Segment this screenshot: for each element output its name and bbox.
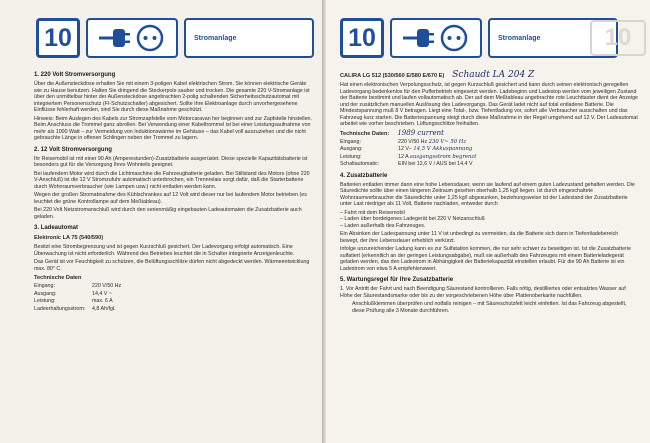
spec-heading-line	[340, 128, 638, 138]
spec-row	[340, 146, 638, 153]
paragraph: Bei 220 Volt Netzstromanschluß wird durch den serienmäßig eingebauten Ladeautomaten die Zusatzbatterie auch geladen.	[34, 207, 302, 220]
spec-value-wrap	[398, 154, 638, 161]
chapter-number-box: 10	[36, 18, 80, 58]
spec-key: Schaltautomatic:	[340, 161, 380, 167]
handwritten-note: 230 V~ 50 Hz	[428, 138, 467, 145]
list-item: – Laden über bordeigenes Ladegerät bei 220 V Netzanschluß	[340, 216, 485, 222]
spec-key: Ausgang:	[34, 290, 57, 297]
spec-key: Leistung:	[340, 153, 362, 160]
spec-value: 14,4 V ~	[92, 290, 112, 297]
list-item: – Fahrt mit dem Reisemobil	[340, 209, 405, 216]
section-heading: 2. 12 Volt Stromversorgung	[34, 146, 112, 153]
section-heading: 4. Zusatzbatterie	[340, 172, 388, 179]
spec-value-wrap	[398, 139, 638, 146]
section-heading: 3. Ladeautomat	[34, 225, 79, 231]
plug-socket-icon	[390, 18, 482, 58]
spec-value: EIN bei 12,6 V / AUS bei 14,4 V	[398, 161, 473, 167]
spec-row	[34, 298, 312, 305]
section-heading: 5. Wartungsregel für Ihre Zusatzbatterie	[340, 277, 454, 283]
subheading: Elektronic LA 75 (540/590)	[34, 235, 104, 241]
paragraph: Hinweis: Beim Auslegen des Kabels zur Stromzapfstelle vom Motorcaravan her beginnen und zur Zapfstelle hinstellen. Beim Anschluss die Trommel ganz abrollen. Bei Verwendung einer Kabeltrommel ist bei einer Leistungsaufnahme von mehr als 1000 Watt – zur Vermeidung von Induktionswärme im Gehäuse – das Kabel voll auszuziehen und die nicht gebrauchte Länge in offenen Schlingen neben der Trommel zu lagern.	[34, 115, 312, 141]
paragraph: Ihr Reisemobil ist mit einer 90 Ah (Amperestunden)-Zusatzbatterie ausgerüstet. Diese spezielle Kapazitätsbatterie ist besonders gut für die Versorgung Ihres Wohnteils geeignet.	[34, 155, 308, 168]
spec-row	[34, 306, 312, 313]
chapter-title-box: Stromanlage	[184, 18, 314, 58]
chapter-title-box: Stromanlage	[488, 18, 618, 58]
list-item: – Laden außerhalb des Fahrzeuges.	[340, 222, 426, 229]
paragraph: Anschlußklemmen überprüfen und notfalls reinigen – mit Säureschutzfett leicht einfetten. Ist das Fahrzeug abgestellt, diese Prüfung alle 3 Monate durchführen.	[352, 301, 627, 314]
spec-key: Leistung:	[34, 298, 56, 304]
paragraph: Batterien entladen immer dann eine hohe Lebensdauer, wenn sie laufend auf einem guten Ladezustand gehalten werden. Die Säuredichte sollte über einen längeren Zeitraum gesehen oberhalb 1,25 kg/l liegen. Ist durch eingeschaltete Wohnraumverbraucher die Säuredichte unter 1,25 kg/l abgesunken, beziehungsweise ist der Ladestand der Zusatzbatterie unter Last niedriger als 11 Volt, Batterie nachladen, entweder durch	[340, 181, 635, 207]
paragraph: Wegen der großen Stromabnahme des Kühlschrankes auf 12 Volt wird dieser nur bei laufendem Motor betrieben (es leuchtet die grüne Kontrollampe auf dem Meßtableau).	[34, 192, 307, 205]
right-header	[340, 17, 618, 59]
handwritten-note: Schaudt LA 204 Z	[452, 70, 535, 80]
right-page	[326, 0, 650, 443]
left-page	[0, 0, 322, 443]
spec-value-wrap	[398, 161, 638, 168]
spec-heading: Technische Daten	[34, 275, 82, 281]
spec-heading: Technische Daten:	[340, 130, 390, 137]
paragraph: Besitzt eine Strombegrenzung und ist gegen Kurzschluß gesichert. Der Ladevorgang erfolgt automatisch. Eine Überwachung ist nicht erforderlich. Während des Betriebes leuchtet die in Schalter integrierte Anzeigenleuchte.	[34, 244, 295, 257]
spec-key: Eingang:	[34, 283, 55, 289]
paragraph: Über die Außensteckdose erhalten Sie mit einem 3-poligen Kabel elektrischen Strom. Sie können elektrische Geräte wie zu Hause benutzen. Halten Sie dringend die Steckerpole sauber und trocken. Die gesamte 220 V-Stromanlage ist über den unmittelbar hinter der Außensteckdose angebrachten 2-polig schaltenden Sicherheitsschutzautomat mit integriertem Personenschutz (FI-Schutzschalter) abgesichert. Sollte Ihre Elektroanlage durch unvorhergesehene Einflüsse fehlerhaft werden, sind Sie durch diese Maßnahme geschützt.	[34, 81, 310, 113]
spec-value: 4,8 Ah/fgl.	[92, 305, 116, 312]
plug-socket-icon	[86, 18, 178, 58]
show-through-number: 10	[590, 20, 646, 56]
chapter-number-box: 10	[340, 18, 384, 58]
spec-table	[340, 139, 638, 168]
spec-row	[340, 139, 638, 146]
spec-value: max. 6 A	[92, 298, 113, 304]
spec-key: Eingang:	[340, 138, 361, 145]
paragraph: Hat einen elektronischen Verpolungsschutz, ist gegen Kurzschluß gesichert und kann durch seinen elektronisch geregelten Ladevorgang bedenkenlos für den Pufferbetrieb eingesetzt werden. Ladebeginn und Ladestop werden vom jeweiligen Zustand der Batterie bestimmt und laufen vollautomatisch ab. Der auf dem Meßtableau angebrachte rote Leuchttaster dient der Anzeige und der zusätzlichen manuellen Auslösung des Ladevorgangs. Das Gerät ladet nicht auf total entladene Batterie. Die Mindestspannung muß 8 V betragen. Liegt eine Total-, bzw. Tiefentladung vor, sofort alle Verbraucher ausschalten und das Fahrzeug kurz starten. Die Batteriespannung steigt durch diese Maßnahme in der Regel umgehend auf 12 V. Der Ladeautomat arbeitet wie vorher beschrieben. Lüftungsschlitze freihalten.	[340, 82, 638, 127]
spec-value-wrap	[398, 146, 638, 153]
section-heading: 1. 220 Volt Stromversorgung	[34, 72, 116, 78]
spec-key: Ausgang:	[340, 146, 363, 152]
handwritten-note: ausgangsstrom begrenzt	[409, 153, 477, 160]
spec-key: Ladeerhaltungsstrom:	[34, 305, 86, 312]
spec-row	[34, 291, 312, 298]
right-body	[340, 70, 638, 314]
paragraph: Das Gerät ist vor Feuchtigkeit zu schützen, die Belüftungsschlitze dürfen nicht abgedeckt werden. Wärmeentwicklung max. 80° C.	[34, 259, 310, 272]
handwritten-note: 14,5 V Akkuspannung	[413, 146, 473, 152]
spec-value: 12 A	[398, 153, 409, 160]
left-body	[34, 67, 312, 312]
paragraph: Infolge unzureichender Ladung kann es zur Sulfatation kommen, die nur sehr schwer zu beseitigen ist. Ist die Zusatzbatterie sulfatiert (erkenntlich an der geringen Leistungsabgabe), muß sie außerhalb des Fahrzeuges mit einem Batterieladegerät geladen werden, das den Ladestrom in Abhängigkeit der Batteriekapazität einstellen erlaubt. Für die 90 Ah Batterie ist ein Ladestrom von etwa 5 A empfehlenswert.	[340, 246, 631, 272]
spec-value: 220 V/50 Hz	[398, 138, 428, 145]
paragraph: Ein Absinken der Ladespannung unter 11 V ist unbedingt zu vermeiden, da die Batterie sich dann in Tiefentladebereich bewegt, der ihre Lebensdauer erheblich verkürzt.	[340, 231, 619, 244]
spec-value: 12 V–	[398, 146, 412, 152]
model-line	[340, 70, 638, 80]
model-heading: CALIRA LG 512 (530/560 E/580 E/670 E)	[340, 73, 445, 79]
left-header	[36, 17, 314, 59]
spec-table	[34, 283, 312, 312]
spec-row	[340, 154, 638, 161]
spec-row	[340, 161, 638, 168]
handwritten-note: 1989 current	[397, 128, 444, 137]
paragraph: 1. Vor Antritt der Fahrt und nach Beendigung Säurestand kontrollieren. Falls nötig, destilliertes oder entsalztes Wasser auf Höhe der Säurestandsmarke oder bis zu der vorgeschriebenen Höhe über Plattenoberkante nachfüllen.	[340, 286, 626, 299]
spec-row	[34, 283, 312, 290]
paragraph: Bei laufendem Motor wird durch die Lichtmaschine die Fahrzeugbatterie geladen. Bei Stillstand des Motors (ohne 220 V-Anschluß) ist die 12 V Stromzufuhr automatisch unterbrochen, ein Trennrelais sorgt dafür, daß die Starterbatterie durch Wohnraumverbraucher (wie Lampen usw.) nicht entladen werden kann.	[34, 170, 310, 190]
spec-value: 220 V/50 Hz	[92, 283, 122, 289]
